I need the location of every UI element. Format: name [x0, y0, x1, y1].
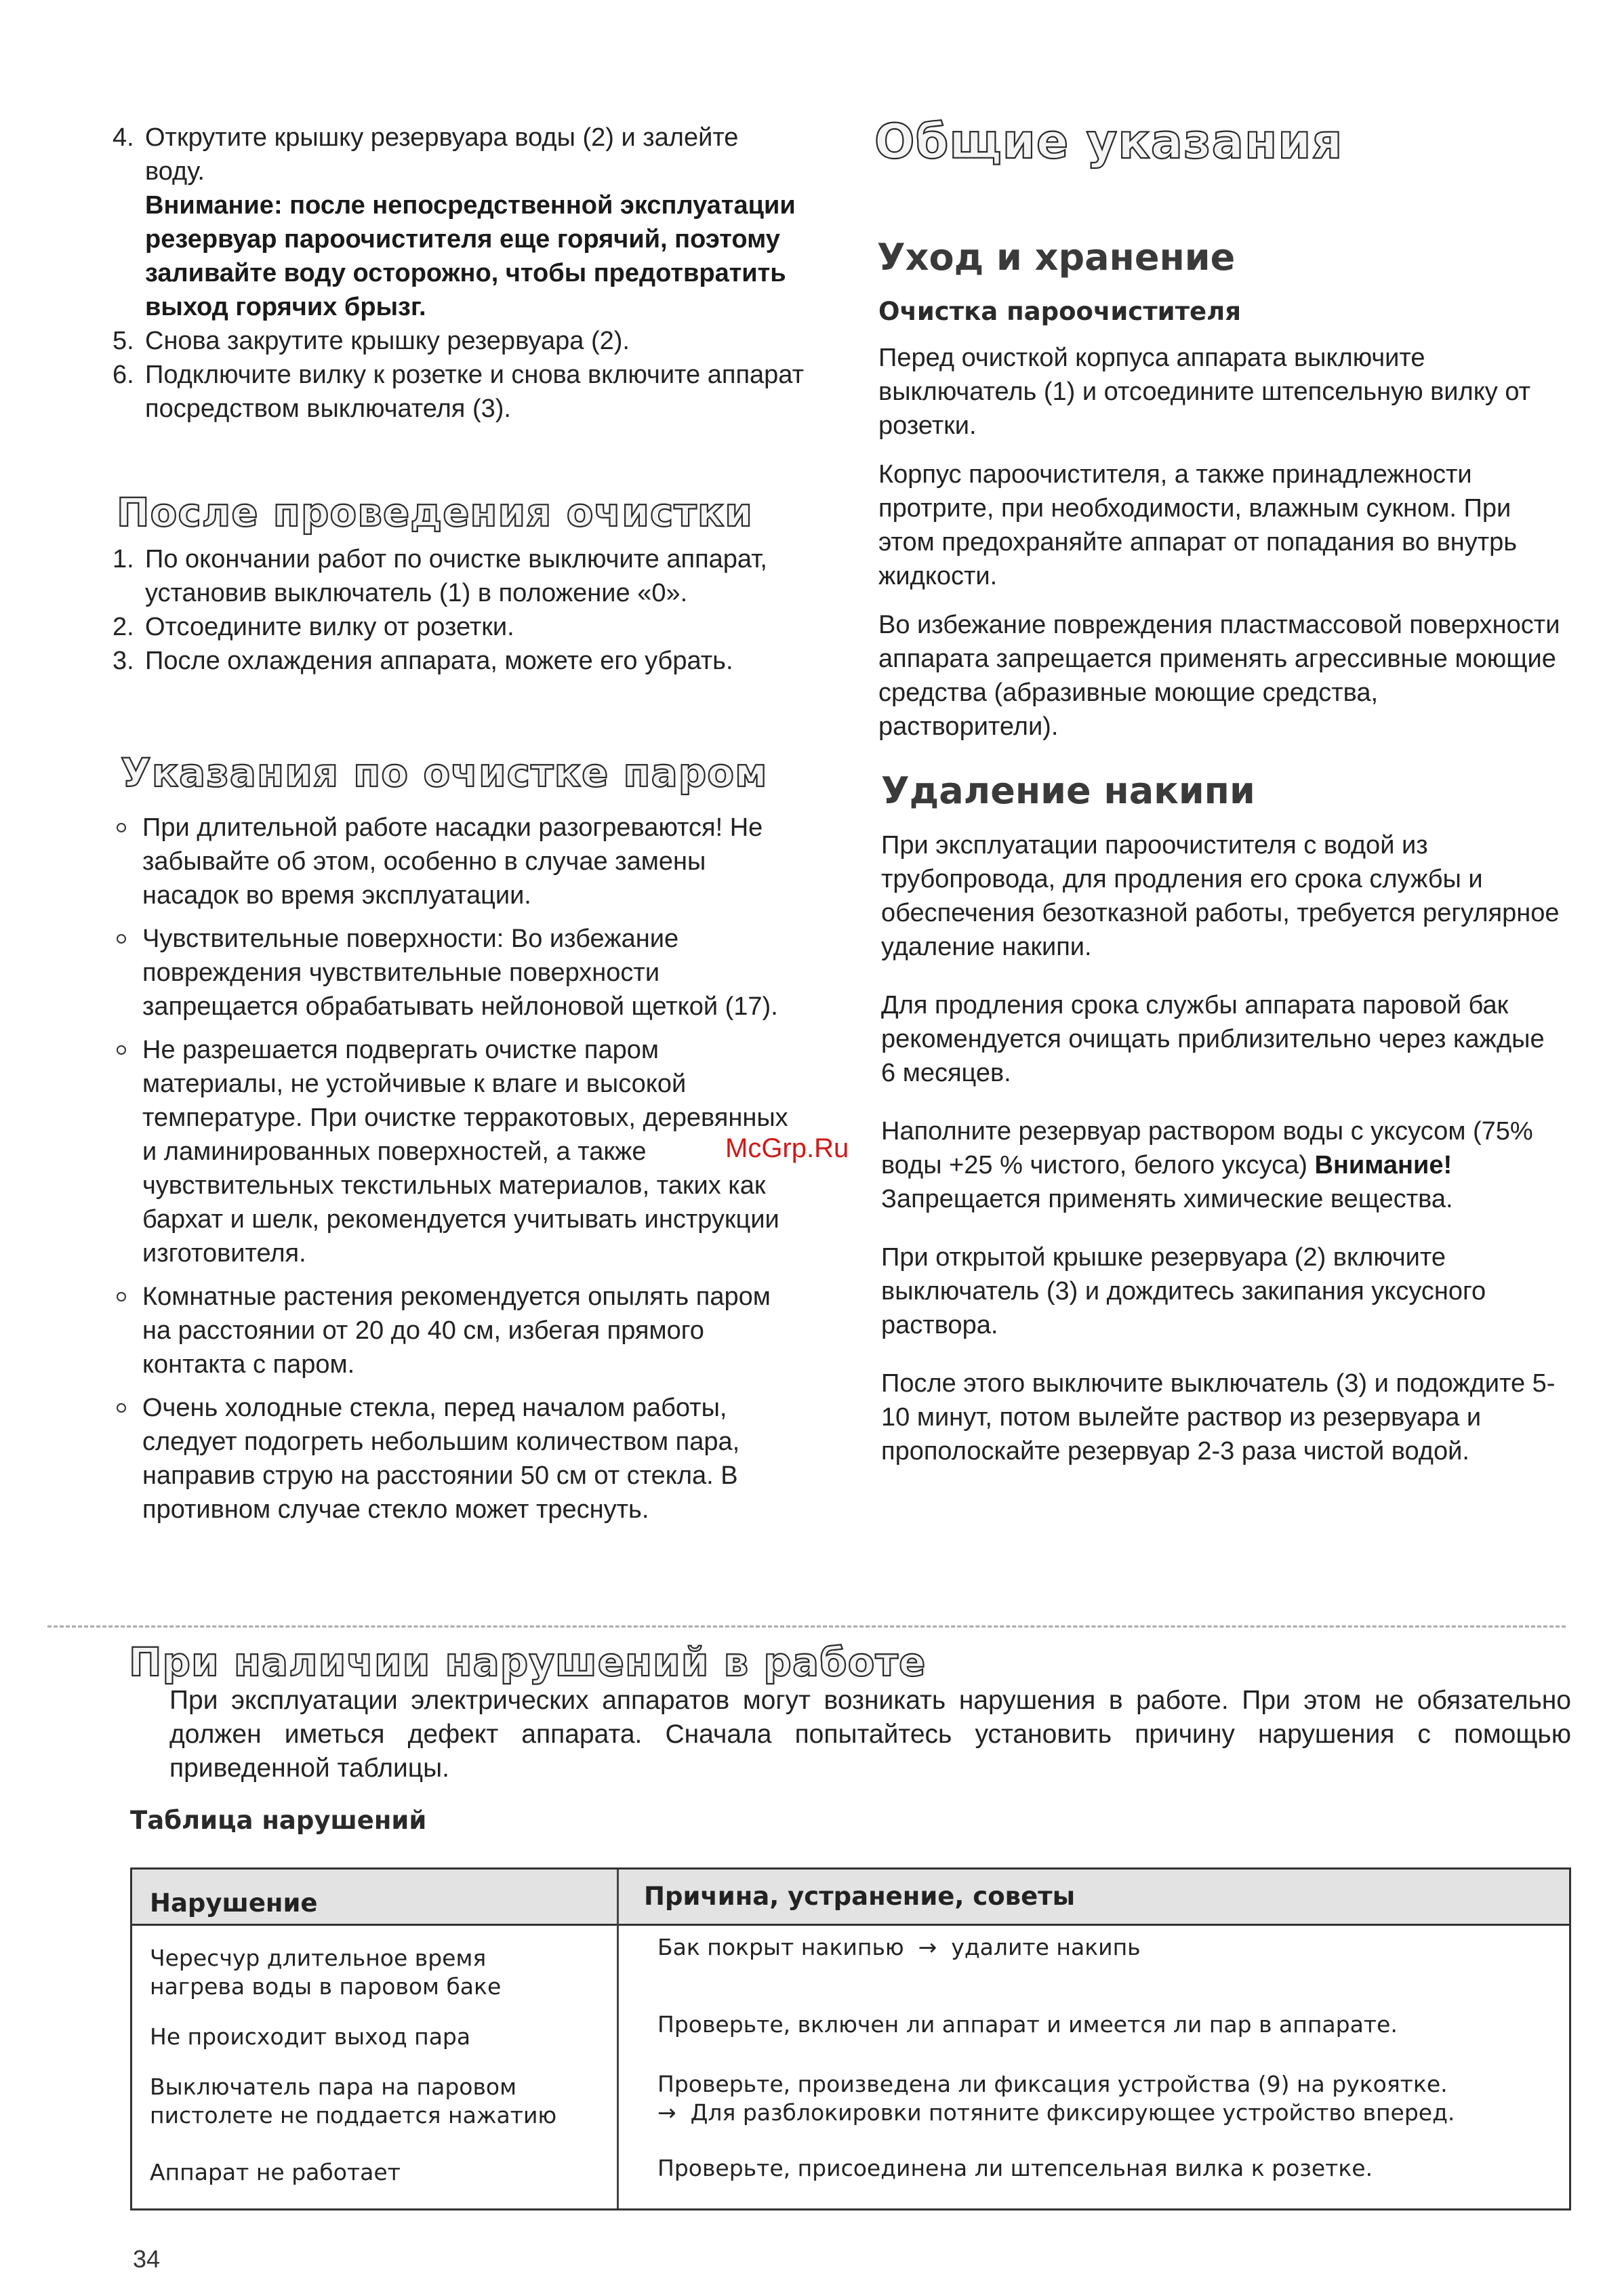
list-item: Не разрешается подвергать очистке паром материалы, не устойчивые к влаге и высокой температуре. При очистке терракотовых, деревянных и ламинированных поверхностей, а также чувствительных текстильных материалов, таких как бархат и шелк, рекомендуется учитывать инструкции изготовителя.: [113, 1033, 797, 1270]
after-cleaning-steps: [113, 542, 804, 678]
table-row-cause: Проверьте, включен ли аппарат и имеется ли пар в аппарате.: [657, 2011, 1398, 2038]
care-text: Перед очисткой корпуса аппарата выключите выключатель (1) и отсоедините штепсельную вилку от розетки. Корпус пароочистителя, а также принадлежности протрите, при необходимости, влажным сукном. При этом предохраняйте аппарат от попадания во внутрь жидкости. Во избежание повреждения пластмассовой поверхности аппарата запрещается применять агрессивные моющие средства (абразивные моющие средства, растворители).: [878, 344, 1560, 741]
table-row-cause: Проверьте, присоединена ли штепсельная вилка к розетке.: [657, 2155, 1373, 2181]
step-4: 4. Открутите крышку резервуара воды (2) и залейте воду.: [113, 123, 739, 186]
hot-water-warning: Внимание: после непосредственной эксплуатации резервуар пароочистителя еще горячий, поэтому заливайте воду осторожно, чтобы предотвратить выход горячих брызг.: [145, 191, 796, 321]
left-column: [113, 121, 804, 426]
table-row-fault: Аппарат не работает: [150, 2159, 401, 2185]
table-row-fault: Не происходит выход пара: [150, 2023, 471, 2050]
steam-tips-heading: Указания по очистке паром: [121, 750, 768, 796]
faults-table-title: Таблица нарушений: [130, 1806, 427, 1835]
descaling-text: При эксплуатации пароочистителя с водой из трубопровода, для продления его срока службы и обеспечения безотказной работы, требуется регулярное удаление накипи. Для продления срока службы аппарата паровой бак рекомендуется очищать приблизительно через каждые 6 месяцев. Наполните резервуар раствором воды с уксусом (75% воды +25 % чистого, белого уксуса) Внимание! Запрещается применять химические вещества. При открытой крышке резервуара (2) включите выключатель (3) и дождитесь закипания уксусного раствора. После этого выключите выключатель (3) и подождите 5-10 минут, потом вылейте раствор из резервуара и прополоскайте резервуар 2-3 раза чистой водой.: [881, 831, 1560, 1466]
after-step-1: 1. По окончании работ по очистке выключите аппарат, установив выключатель (1) в положение «0».: [113, 545, 767, 607]
table-row-fault: Выключатель пара на паровом пистолете не поддается нажатию: [150, 2074, 557, 2128]
after-step-2: 2. Отсоедините вилку от розетки.: [113, 613, 514, 641]
table-row-cause: Бак покрыт накипью → удалите накипь: [657, 1934, 1141, 1960]
bullet-icon: [117, 1403, 126, 1413]
list-item: Чувствительные поверхности: Во избежание повреждения чувствительные поверхности запрещается обрабатывать нейлоновой щеткой (17).: [113, 922, 797, 1024]
faults-intro: При эксплуатации электрических аппаратов могут возникать нарушения в работе. При этом не обязательно должен иметься дефект аппарата. Сначала попытайтесь установить причину нарушения с помощью приведенной таблицы.: [169, 1686, 1571, 1783]
bullet-icon: [117, 823, 126, 832]
col-fault-header: Нарушение: [150, 1888, 318, 1918]
care-subheading: Очистка пароочистителя: [878, 297, 1242, 326]
column-divider: [617, 1870, 619, 2208]
steam-tips-list: [113, 811, 797, 1527]
steam-tips-section: [113, 811, 797, 1536]
table-row-fault: Чересчур длительное время нагрева воды в паровом баке: [150, 1945, 502, 2000]
bullet-icon: [117, 934, 126, 944]
after-cleaning-heading: После проведения очистки: [117, 489, 753, 536]
step-6: 6. Подключите вилку к розетке и снова включите аппарат посредством выключателя (3).: [113, 361, 804, 423]
general-notes-heading: Общие указания: [874, 114, 1343, 169]
care-heading: Уход и хранение: [877, 236, 1236, 279]
list-item: При длительной работе насадки разогреваются! Не забывайте об этом, особенно в случае замены насадок во время эксплуатации.: [113, 811, 797, 912]
bullet-icon: [117, 1045, 126, 1055]
after-step-3: 3. После охлаждения аппарата, можете его убрать.: [113, 647, 733, 675]
refill-steps: [113, 121, 804, 426]
section-divider: [47, 1625, 1566, 1628]
page-number: 34: [133, 2245, 161, 2273]
table-row-cause: Проверьте, произведена ли фиксация устройства (9) на рукоятке.: [657, 2071, 1448, 2097]
faults-heading: При наличии нарушений в работе: [129, 1639, 927, 1685]
site-watermark: McGrp.Ru: [725, 1133, 849, 1163]
faults-table: [130, 1867, 1571, 2210]
bullet-icon: [117, 1292, 126, 1301]
table-row-cause-hint: → Для разблокировки потяните фиксирующее устройство вперед.: [657, 2099, 1455, 2126]
after-cleaning-section: [113, 542, 804, 678]
descaling-heading: Удаление накипи: [881, 769, 1255, 812]
col-cause-header: Причина, устранение, советы: [644, 1882, 1076, 1911]
list-item: Очень холодные стекла, перед началом работы, следует подогреть небольшим количеством пара, направив струю на расстоянии 50 см от стекла. В противном случае стекло может треснуть.: [113, 1391, 797, 1527]
list-item: Комнатные растения рекомендуется опылять паром на расстоянии от 20 до 40 см, избегая прямого контакта с паром.: [113, 1280, 797, 1381]
step-5: 5. Снова закрутите крышку резервуара (2).: [113, 327, 630, 355]
